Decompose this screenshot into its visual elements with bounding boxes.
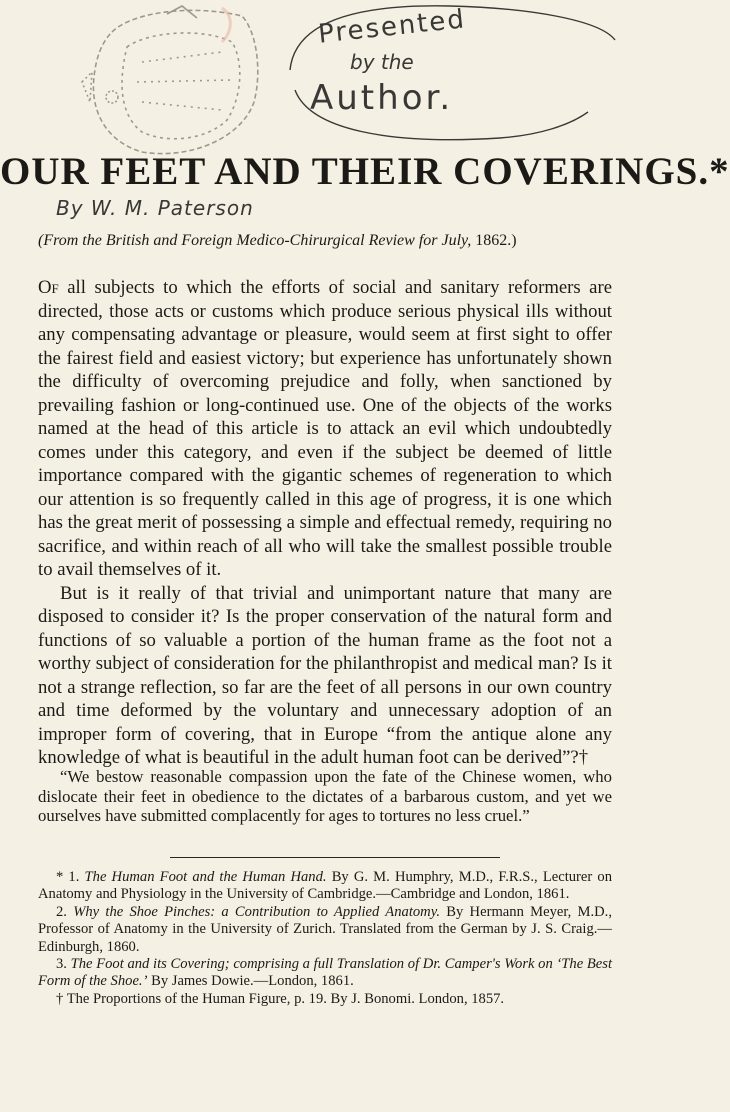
source-year: 1862.)	[475, 232, 517, 249]
presentation-inscription	[270, 0, 630, 150]
source-lead: (From the British and Foreign Medico-Chirurgical Review for July,	[38, 232, 472, 249]
footnotes	[38, 869, 612, 1008]
footnote-4: † The Proportions of the Human Figure, p. 19. By J. Bonomi. London, 1857.	[56, 990, 505, 1007]
source-citation	[38, 232, 608, 250]
footnote-1: * 1. The Human Foot and the Human Hand. By G. M. Humphry, M.D., F.R.S., Lecturer on Anatomy and Physiology in the University of Cambridge.—Cambridge and London, 1861.	[38, 869, 612, 903]
paragraph-2: But is it really of that trivial and unimportant nature that many are disposed to consider it? Is the proper conservation of the natural form and functions of so valuable a portion of the human frame as the foot not a worthy subject of consideration for the philanthropist and medical man? Is it not a strange reflection, so far are the feet of all persons in our own country and time deformed by the voluntary and unnecessary adoption of an improper form of covering, that in Europe “from the antique alone any knowledge of what is beautiful in the adult human foot can be derived”?†	[38, 582, 612, 768]
paragraph-1	[38, 276, 612, 582]
author-signature	[56, 196, 476, 224]
library-stamp	[72, 2, 272, 162]
paragraph-1-text: all subjects to which the efforts of social and sanitary reformers are directed, those acts or customs which produce serious physical ills without any compensating advantage or pleasure, would seem at first sight to offer the fairest field and easiest victory; but experience has unfortunately shown the difficulty of overcoming prejudice and folly, when sanctioned by prevailing fashion or long-continued use. One of the objects of the works named at the head of this article is to attack an evil which undoubtedly comes under this category, and even if the subject be deemed of little importance compared with the gigantic schemes of regeneration to which our attention is so frequently called in this age of progress, it is one which has the great merit of possessing a simple and effectual remedy, requiring no sacrifice, and within reach of all who will take the smallest possible trouble to avail themselves of it.	[38, 277, 612, 580]
block-quote	[38, 767, 612, 826]
article-body	[38, 276, 612, 770]
inscription-line-1: Presented	[316, 4, 468, 50]
footnote-3: 3. The Foot and its Covering; comprising a full Translation of Dr. Camper's Work on ‘The Best Form of the Shoe.’ By James Dowie.—London, 1861.	[38, 956, 612, 990]
article-title: OUR FEET AND THEIR COVERINGS.*	[0, 150, 730, 193]
footnote-divider	[170, 857, 500, 858]
inscription-line-3: Author.	[310, 78, 454, 118]
quote-text: “We bestow reasonable compassion upon the fate of the Chinese women, who dislocate their feet in obedience to the dictates of a barbarous custom, and yet we ourselves have submitted complacently for ages to tortures no less cruel.”	[38, 767, 612, 825]
byline-text: By W. M. Paterson	[56, 196, 254, 220]
opening-word: Of	[38, 277, 59, 298]
footnote-2: 2. Why the Shoe Pinches: a Contribution to Applied Anatomy. By Hermann Meyer, M.D., Professor of Anatomy in the University of Zurich. Translated from the German by J. S. Craig.—Edinburgh, 1860.	[38, 903, 612, 955]
inscription-line-2: by the	[350, 50, 414, 74]
